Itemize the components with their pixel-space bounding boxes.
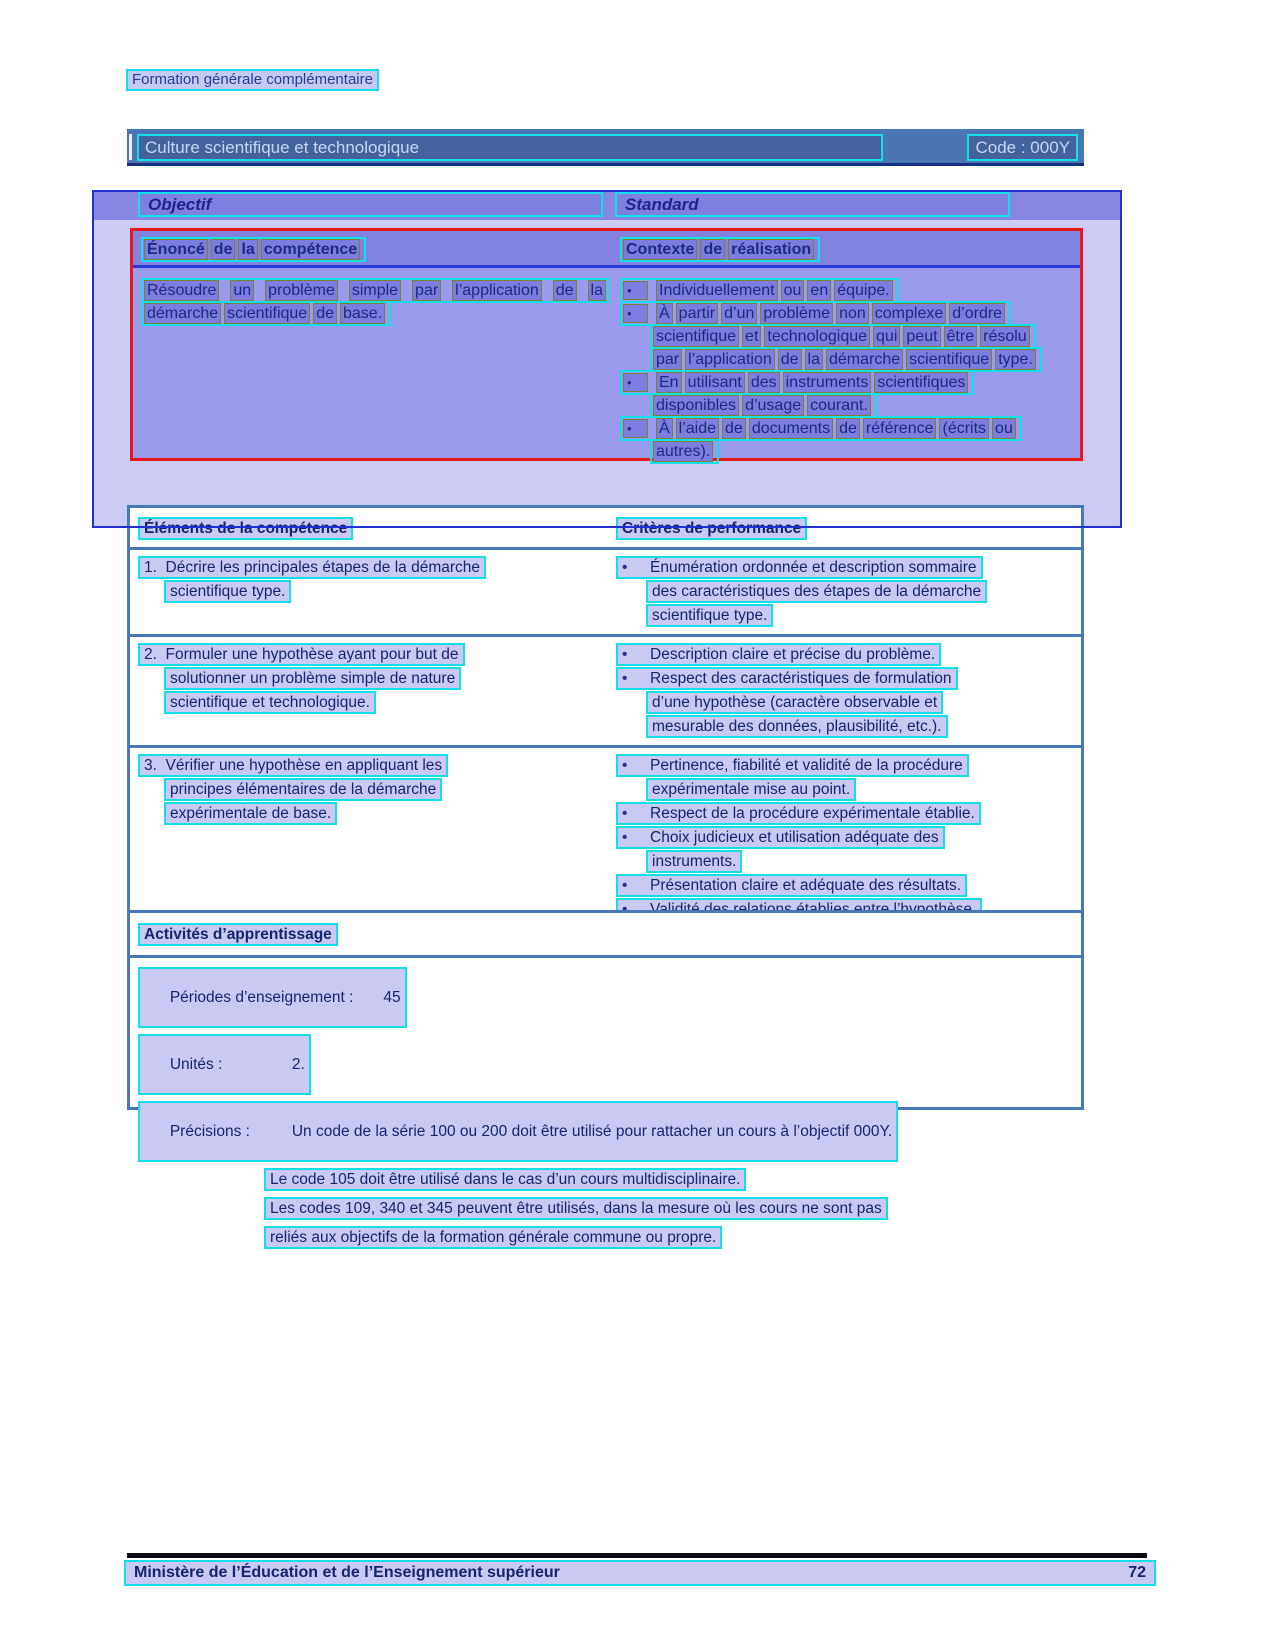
bullet-line [620,416,1022,441]
highlight-line [650,393,877,418]
bullet-icon: • [622,877,628,894]
highlight-line: d’une hypothèse (caractère observable et [646,691,943,714]
word-highlight: de [700,239,725,260]
footer-page-number: 72 [1128,1564,1146,1581]
word-highlight: être [944,326,978,347]
bullet-icon: • [623,419,648,438]
bullet-line [620,370,974,395]
word-highlight: disponibles [653,395,739,416]
bullet-icon: • [622,829,628,846]
activities-box [127,910,1084,1246]
highlight-line: scientifique et technologique. [164,691,376,714]
objectif-standard-band [92,190,1122,220]
word-highlight: référence [863,418,937,439]
enonce-header [141,237,366,262]
word-highlight: des [748,372,780,393]
elements-header: Éléments de la compétence [138,517,353,540]
document-section-label: Formation générale complémentaire [126,69,379,91]
bullet-line: • Pertinence, fiabilité et validité de la procédure [616,754,969,777]
page-title: Culture scientifique et technologique [137,134,883,161]
bullet-line: • Respect des caractéristiques de formulation [616,667,958,690]
word-highlight: problème [265,280,338,301]
highlight-line [141,301,391,326]
bullet-line [620,301,1011,326]
standard-heading: Standard [615,192,1010,217]
word-highlight: la [588,280,606,301]
periods-line [138,967,407,1028]
periods-value: 45 [383,989,401,1006]
word-highlight: technologique [764,326,870,347]
footer-rule [127,1553,1147,1558]
bullet-icon: • [623,373,648,392]
course-code: Code : 000Y [967,134,1078,161]
activities-header-row [130,913,1081,958]
elements-table-header [130,508,1081,547]
highlight-line: solutionner un problème simple de nature [164,667,461,690]
highlight-line: instruments. [646,850,742,873]
bullet-icon: • [622,559,628,576]
highlight-line [650,347,1042,372]
highlight-line [650,439,719,464]
word-highlight: qui [873,326,900,347]
word-highlight: Énoncé [144,239,208,260]
units-line [138,1034,311,1095]
word-highlight: la [805,349,823,370]
precisions-label: Précisions : [169,1123,250,1140]
bullet-line [620,278,899,303]
table-row [130,634,1081,745]
word-highlight: compétence [261,239,360,260]
word-highlight: et [742,326,761,347]
word-highlight: résolu [980,326,1030,347]
highlight-line: 1. Décrire les principales étapes de la démarche [138,556,486,579]
word-highlight: À [656,303,673,324]
elements-criteria-table [127,505,1084,955]
word-highlight: instruments [783,372,872,393]
bullet-line: • Présentation claire et adéquate des résultats. [616,874,967,897]
precisions-line: Le code 105 doit être utilisé dans le cas d’un cours multidisciplinaire. [264,1168,746,1191]
word-highlight: d’usage [742,395,804,416]
word-highlight: d’ordre [949,303,1005,324]
periods-label: Périodes d’enseignement : [169,989,354,1006]
highlight-line: scientifique type. [646,604,773,627]
criteres-header: Critères de performance [616,517,807,540]
word-highlight: partir [676,303,718,324]
precisions-line [138,1101,898,1162]
word-highlight: par [653,349,682,370]
bullet-icon: • [622,805,628,822]
word-highlight: de [836,418,860,439]
contexte-header [620,237,820,262]
contexte-cell [620,278,1072,462]
word-highlight: Individuellement [656,280,778,301]
activities-body [130,958,1081,1263]
word-highlight: de [211,239,236,260]
highlight-line: 2. Formuler une hypothèse ayant pour but de [138,643,465,666]
footer-bar [124,1560,1156,1586]
competence-table [130,228,1083,461]
word-highlight: équipe. [834,280,893,301]
word-highlight: l’aide [676,418,719,439]
bullet-icon: • [622,670,628,687]
word-highlight: de [778,349,802,370]
bullet-icon: • [622,757,628,774]
word-highlight: ou [992,418,1016,439]
word-highlight: À [656,418,673,439]
competence-table-body [133,268,1080,462]
word-highlight: de [553,280,577,301]
word-highlight: d’un [721,303,757,324]
activities-heading: Activités d’apprentissage [138,923,338,946]
bullet-line: • Choix judicieux et utilisation adéquate des [616,826,945,849]
word-highlight: scientifiques [874,372,968,393]
word-highlight: peut [903,326,940,347]
word-highlight: courant. [807,395,871,416]
word-highlight: de [722,418,746,439]
highlight-line: expérimentale mise au point. [646,778,856,801]
word-highlight: démarche [826,349,903,370]
word-highlight: scientifique [906,349,992,370]
title-bar-left-mark [129,134,132,160]
enonce-cell [141,278,609,462]
word-highlight: documents [749,418,833,439]
precisions-line: reliés aux objectifs de la formation générale commune ou propre. [264,1226,722,1249]
word-highlight: Résoudre [144,280,219,301]
precisions-text: Un code de la série 100 ou 200 doit être utilisé pour rattacher un cours à l’objectif 000Y. [291,1123,893,1140]
highlight-line [141,278,609,303]
bullet-icon: • [623,281,648,300]
word-highlight: type. [995,349,1036,370]
word-highlight: scientifique [224,303,310,324]
title-bar [127,129,1084,166]
units-value: 2. [291,1056,305,1073]
word-highlight: par [412,280,441,301]
criteria-cell [616,555,1073,628]
table-row [130,547,1081,634]
word-highlight: problème [760,303,833,324]
competence-table-header [133,231,1080,268]
bullet-line: • Énumération ordonnée et description sommaire [616,556,983,579]
word-highlight: l’application [452,280,542,301]
word-highlight: réalisation [728,239,814,260]
word-highlight: la [238,239,257,260]
word-highlight: complexe [872,303,946,324]
word-highlight: (écrits [939,418,989,439]
precisions-line: Les codes 109, 340 et 345 peuvent être utilisés, dans la mesure où les cours ne sont pas [264,1197,888,1220]
word-highlight: En [656,372,682,393]
footer-ministry: Ministère de l’Éducation et de l’Enseignement supérieur [134,1564,560,1581]
bullet-icon: • [623,304,648,323]
word-highlight: base. [340,303,385,324]
objectif-heading: Objectif [138,192,603,217]
word-highlight: démarche [144,303,221,324]
word-highlight: en [807,280,831,301]
bullet-line: • Description claire et précise du problème. [616,643,941,666]
word-highlight: Contexte [623,239,697,260]
word-highlight: de [313,303,337,324]
highlight-line: des caractéristiques des étapes de la démarche [646,580,987,603]
objectif-standard-box [92,190,1122,528]
element-cell [138,642,616,739]
word-highlight: utilisant [685,372,745,393]
highlight-line [650,324,1036,349]
criteria-cell [616,642,1073,739]
highlight-line: 3. Vérifier une hypothèse en appliquant les [138,754,448,777]
element-cell [138,555,616,628]
word-highlight: scientifique [653,326,739,347]
word-highlight: un [230,280,254,301]
word-highlight: non [836,303,869,324]
highlight-line: mesurable des données, plausibilité, etc.). [646,715,948,738]
bullet-icon: • [622,646,628,663]
word-highlight: simple [349,280,401,301]
bullet-line: • Respect de la procédure expérimentale établie. [616,802,981,825]
units-label: Unités : [169,1056,223,1073]
word-highlight: ou [781,280,805,301]
highlight-line: expérimentale de base. [164,802,337,825]
word-highlight: autres). [653,441,713,462]
highlight-line: scientifique type. [164,580,291,603]
highlight-line: principes élémentaires de la démarche [164,778,442,801]
word-highlight: l’application [685,349,775,370]
